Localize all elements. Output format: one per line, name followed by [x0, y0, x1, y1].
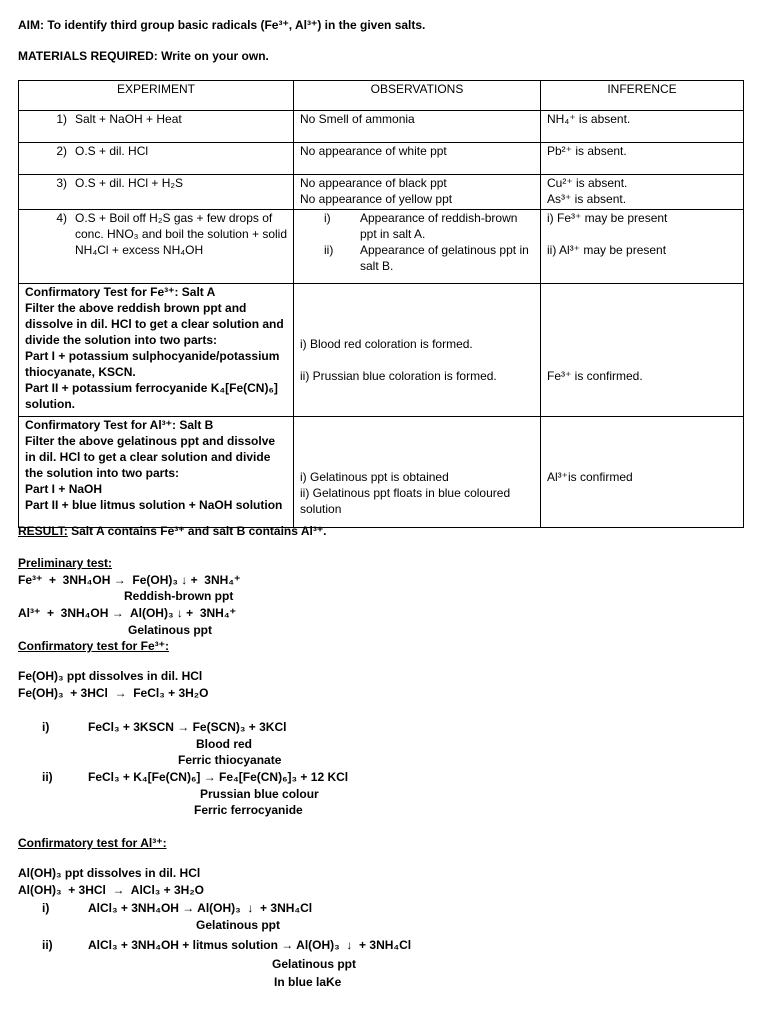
equation: Al(OH)₃ + 3HCl → AlCl₃ + 3H₂O [18, 883, 205, 897]
text-line: Fe(OH)₃ ppt dissolves in dil. HCl [18, 669, 203, 683]
confirmatory-fe-heading: Confirmatory test for Fe³⁺: [18, 639, 170, 653]
equation-note: In blue laKe [274, 975, 342, 989]
inference-text: Al³⁺is confirmed [547, 470, 633, 484]
roman-numeral: ii) [324, 243, 334, 257]
prelim-heading: Preliminary test: [18, 556, 113, 570]
table-row [19, 210, 744, 284]
equation-note: Prussian blue colour [200, 787, 319, 801]
observation-text: Appearance of gelatinous ppt in salt B. [360, 243, 529, 273]
observation-text: i) Gelatinous ppt is obtained [300, 470, 449, 484]
equation-note: Gelatinous ppt [272, 957, 356, 971]
observation-text: ii) Gelatinous ppt floats in blue coloured solution [300, 486, 511, 516]
experiment-text: Part II + potassium ferrocyanide K₄[Fe(CN)₆] solution. [25, 381, 278, 411]
inference-text: ii) Al³⁺ may be present [547, 243, 667, 257]
table-row [19, 111, 744, 143]
confirmatory-title: Confirmatory Test for Al³⁺: Salt B [25, 418, 214, 432]
equation: FeCl₃ + 3KSCN → Fe(SCN)₃ + 3KCl [88, 720, 287, 734]
inference-text: NH₄⁺ is absent. [547, 112, 631, 126]
header-inference: INFERENCE [541, 81, 744, 111]
observation-text: No Smell of ammonia [300, 112, 415, 126]
equation: Fe³⁺ + 3NH₄OH → Fe(OH)₃ ↓ + 3NH₄⁺ [18, 573, 241, 587]
inference-text: Fe³⁺ is confirmed. [547, 369, 643, 383]
row-number: 2) [56, 144, 67, 158]
equation-note: Blood red [196, 737, 252, 751]
equation-note: Gelatinous ppt [196, 918, 280, 932]
observation-text: No appearance of yellow ppt [300, 192, 453, 206]
experiment-table [18, 80, 744, 528]
equation: AlCl₃ + 3NH₄OH → Al(OH)₃ ↓ + 3NH₄Cl [88, 901, 313, 915]
equation-note: Reddish-brown ppt [124, 589, 234, 603]
experiment-text: Filter the above gelatinous ppt and dissolve in dil. HCl to get a clear solution and divide the solution into two parts: [25, 434, 276, 480]
equation-note: Gelatinous ppt [128, 623, 212, 637]
roman-numeral: ii) [42, 770, 53, 784]
equation: FeCl₃ + K₄[Fe(CN)₆] → Fe₄[Fe(CN)₆]₃ + 12 KCl [88, 770, 349, 784]
table-row [19, 143, 744, 175]
row-number: 3) [56, 176, 67, 190]
result-line [18, 524, 326, 539]
equation: AlCl₃ + 3NH₄OH + litmus solution → Al(OH)₃ ↓ + 3NH₄Cl [88, 938, 412, 952]
equation: Al³⁺ + 3NH₄OH → Al(OH)₃ ↓ + 3NH₄⁺ [18, 606, 236, 620]
experiment-text: Part I + NaOH [25, 482, 103, 496]
equation: Fe(OH)₃ + 3HCl → FeCl₃ + 3H₂O [18, 686, 209, 700]
observation-text: i) Blood red coloration is formed. [300, 337, 473, 351]
equation-note: Ferric thiocyanate [178, 753, 282, 767]
experiment-text: Filter the above reddish brown ppt and dissolve in dil. HCl to get a clear solution and divide the solution into two parts: [25, 301, 284, 347]
experiment-text: O.S + dil. HCl + H₂S [75, 176, 184, 190]
observation-text: No appearance of white ppt [300, 144, 447, 158]
header-experiment: EXPERIMENT [19, 81, 294, 111]
header-observations: OBSERVATIONS [294, 81, 541, 111]
inference-text: As³⁺ is absent. [547, 192, 627, 206]
confirmatory-title: Confirmatory Test for Fe³⁺: Salt A [25, 285, 216, 299]
observation-text: No appearance of black ppt [300, 176, 447, 190]
roman-numeral: i) [324, 211, 331, 225]
experiment-text: O.S + Boil off H₂S gas + few drops of conc. HNO₃ and boil the solution + solid NH₄Cl + excess NH₄OH [75, 211, 288, 257]
inference-text: Cu²⁺ is absent. [547, 176, 628, 190]
roman-numeral: i) [42, 901, 50, 915]
text-line: Al(OH)₃ ppt dissolves in dil. HCl [18, 866, 201, 880]
experiment-text: Salt + NaOH + Heat [75, 112, 182, 126]
experiment-text: Part II + blue litmus solution + NaOH solution [25, 498, 283, 512]
observation-text: Appearance of reddish-brown ppt in salt A. [360, 211, 518, 241]
roman-numeral: i) [42, 720, 50, 734]
roman-numeral: ii) [42, 938, 53, 952]
inference-text: i) Fe³⁺ may be present [547, 211, 668, 225]
equation-note: Ferric ferrocyanide [194, 803, 303, 817]
aim-line: AIM: To identify third group basic radicals (Fe³⁺, Al³⁺) in the given salts. [18, 18, 426, 32]
experiment-text: Part I + potassium sulphocyanide/potassium thiocyanate, KSCN. [25, 349, 280, 379]
table-row [19, 175, 744, 210]
inference-text: Pb²⁺ is absent. [547, 144, 627, 158]
observation-text: ii) Prussian blue coloration is formed. [300, 369, 497, 383]
materials-line: MATERIALS REQUIRED: Write on your own. [18, 49, 269, 63]
table-row [19, 284, 744, 417]
row-number: 1) [56, 112, 67, 126]
result-label: RESULT: [18, 524, 68, 538]
row-number: 4) [56, 211, 67, 225]
table-row [19, 417, 744, 528]
result-text: Salt A contains Fe³⁺ and salt B contains Al³⁺. [67, 524, 327, 538]
experiment-text: O.S + dil. HCl [75, 144, 149, 158]
confirmatory-al-heading: Confirmatory test for Al³⁺: [18, 836, 167, 850]
